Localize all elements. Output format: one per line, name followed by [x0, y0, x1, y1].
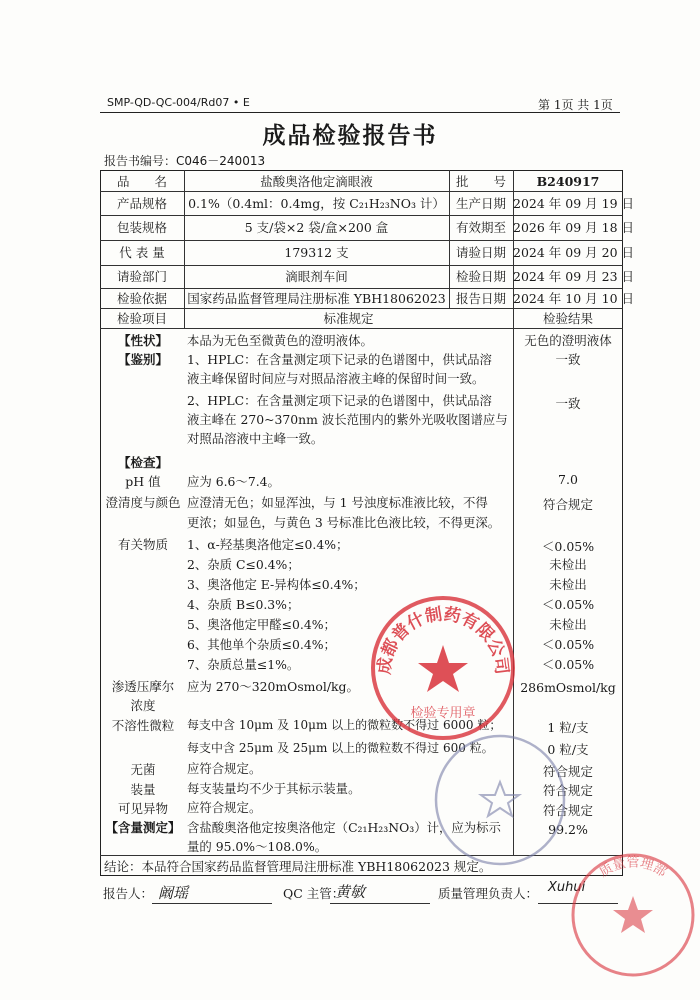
column-header-result: 检验结果 — [542, 311, 593, 326]
osmolality-standard: 应为 270～320mOsmol/kg。 — [187, 679, 359, 694]
report-date-label: 报告日期 — [455, 291, 506, 306]
spec-label: 产品规格 — [116, 196, 167, 211]
row-divider — [100, 240, 623, 241]
identification-result-1: 一致 — [555, 352, 581, 367]
clarity-standard: 应澄清无色；如显浑浊，与 1 号浊度标准液比较，不得 — [187, 495, 488, 510]
related-item-res: 未检出 — [549, 557, 587, 572]
product-name-label: 品 名 — [116, 174, 167, 189]
column-header-item: 检验项目 — [116, 311, 167, 326]
identification-standard-2-line3: 对照品溶液中主峰一致。 — [187, 431, 324, 446]
clarity-standard-line2: 更浓；如显色，与黄色 3 号标准比色液比较，不得更深。 — [187, 515, 501, 530]
page-info: 第 1页 共 1页 — [538, 98, 613, 112]
related-item-req: 7、杂质总量≤1%。 — [187, 657, 300, 672]
appearance-result: 无色的澄明液体 — [524, 333, 612, 348]
related-item-res: ＜0.05% — [541, 637, 595, 652]
related-item-res: 未检出 — [549, 577, 587, 592]
identification-standard-2-line2: 液主峰在 270~370nm 波长范围内的紫外光吸收图谱应与 — [187, 412, 508, 427]
fill-volume-result: 符合规定 — [542, 783, 593, 798]
production-date: 2024 年 09 月 19 日 — [513, 196, 634, 211]
appearance-label: 【性状】 — [117, 333, 168, 348]
related-item-req: 2、杂质 C≤0.4%； — [187, 557, 300, 572]
particles-standard-2: 每支中含 25μm 及 25μm 以上的微粒数不得过 600 粒。 — [187, 741, 494, 755]
related-item-req: 5、奥洛他定甲醛≤0.4%； — [187, 617, 336, 632]
qa-sign-line — [538, 903, 618, 904]
sterility-result: 符合规定 — [542, 764, 593, 779]
row-divider — [100, 191, 623, 192]
department: 滴眼剂车间 — [285, 269, 348, 284]
batch-label: 批 号 — [455, 174, 506, 189]
particles-result-1: 1 粒/支 — [547, 720, 589, 735]
production-date-label: 生产日期 — [455, 196, 506, 211]
quantity: 179312 支 — [284, 245, 349, 260]
related-item-res: ＜0.05% — [541, 597, 595, 612]
qa-seal-text: 质量管理部 — [596, 855, 670, 881]
product-spec: 0.1%（0.4ml：0.4mg，按 C₂₁H₂₃NO₃ 计） — [188, 196, 445, 211]
related-item-req: 3、奥洛他定 E-异构体≤0.4%； — [187, 577, 366, 592]
ph-result: 7.0 — [558, 472, 578, 487]
document-code: SMP-QD-QC-004/Rd07 • E — [107, 96, 250, 109]
particles-label: 不溶性微粒 — [111, 718, 175, 733]
related-item-req: 1、α-羟基奥洛他定≤0.4%； — [187, 537, 349, 552]
test-date-label: 检验日期 — [455, 269, 506, 284]
visible-particles-label: 可见异物 — [117, 801, 168, 816]
report-date: 2024 年 10 月 10 日 — [513, 291, 634, 306]
identification-standard-1-line2: 液主峰保留时间应与对照品溶液主峰的保留时间一致。 — [187, 371, 485, 386]
qa-manager-label: 质量管理负责人： — [438, 886, 539, 901]
related-item-res: ＜0.05% — [541, 539, 595, 554]
clarity-label: 澄清度与颜色 — [105, 495, 181, 510]
related-item-res: ＜0.05% — [541, 657, 595, 672]
conclusion: 结论：本品符合国家药品监督管理局注册标准 YBH18062023 规定。 — [104, 859, 492, 874]
fill-volume-standard: 每支装量均不少于其标示装量。 — [187, 781, 361, 796]
fill-volume-label: 装量 — [130, 782, 156, 797]
expiry-date: 2026 年 09 月 18 日 — [513, 220, 634, 235]
clarity-result: 符合规定 — [542, 497, 593, 512]
request-date-label: 请验日期 — [455, 245, 506, 260]
test-basis: 国家药品监督管理局注册标准 YBH18062023 — [187, 291, 446, 306]
test-date: 2024 年 09 月 23 日 — [513, 269, 634, 284]
particles-standard-1: 每支中含 10μm 及 10μm 以上的微粒数不得过 6000 粒； — [187, 718, 502, 732]
assay-label: 【含量测定】 — [105, 820, 181, 835]
header-rule — [100, 112, 620, 113]
related-substances-label: 有关物质 — [117, 537, 168, 552]
visible-particles-standard: 应符合规定。 — [187, 800, 262, 815]
batch-number: B240917 — [536, 174, 600, 189]
row-divider — [100, 215, 623, 216]
identification-result-2: 一致 — [555, 396, 581, 411]
qa-manager-signature: Xuhui — [548, 880, 586, 895]
osmolality-label: 渗透压摩尔 — [111, 679, 175, 694]
identification-standard-1: 1、HPLC：在含量测定项下记录的色谱图中，供试品溶 — [187, 352, 492, 367]
request-date: 2024 年 09 月 20 日 — [513, 245, 634, 260]
report-number: 报告书编号：C046－240013 — [104, 154, 266, 168]
pack-spec: 5 支/袋×2 袋/盒×200 盒 — [244, 220, 389, 235]
page-title: 成品检验报告书 — [262, 122, 438, 149]
sterility-label: 无菌 — [130, 762, 156, 777]
qc-supervisor-signature: 黄敏 — [335, 883, 366, 901]
row-divider — [100, 328, 623, 329]
assay-standard: 含盐酸奥洛他定按奥洛他定（C₂₁H₂₃NO₃）计，应为标示 — [187, 820, 501, 835]
pack-label: 包装规格 — [116, 220, 167, 235]
qc-supervisor-label: QC 主管： — [283, 886, 345, 901]
ph-label: pH 值 — [125, 474, 161, 489]
quantity-label: 代 表 量 — [119, 245, 165, 260]
department-label: 请验部门 — [116, 269, 167, 284]
product-name: 盐酸奥洛他定滴眼液 — [260, 174, 373, 189]
osmolality-result: 286mOsmol/kg — [520, 680, 616, 695]
related-item-req: 6、其他单个杂质≤0.4%； — [187, 637, 336, 652]
related-item-req: 4、杂质 B≤0.3%； — [187, 597, 300, 612]
appearance-standard: 本品为无色至微黄色的澄明液体。 — [187, 333, 373, 348]
row-divider — [100, 265, 623, 266]
related-item-res: 未检出 — [549, 617, 587, 632]
assay-standard-line2: 量的 95.0%～108.0%。 — [187, 839, 328, 854]
identification-label: 【鉴别】 — [117, 352, 168, 367]
reporter-signature: 阚瑶 — [158, 884, 189, 902]
company-seal-text: 成都普什制药有限公司 — [374, 604, 512, 676]
company-seal-inner-text: 检验专用章 — [410, 706, 476, 721]
ph-standard: 应为 6.6～7.4。 — [187, 474, 280, 489]
assay-result: 99.2% — [548, 822, 588, 837]
inspection-label: 【检查】 — [117, 455, 168, 470]
qc-sign-line — [330, 903, 430, 904]
basis-label: 检验依据 — [116, 291, 167, 306]
visible-particles-result: 符合规定 — [542, 803, 593, 818]
identification-standard-2: 2、HPLC：在含量测定项下记录的色谱图中，供试品溶 — [187, 393, 492, 408]
reporter-sign-line — [152, 903, 272, 904]
sterility-standard: 应符合规定。 — [187, 761, 262, 776]
osmolality-label-line2: 浓度 — [130, 698, 156, 713]
reporter-label: 报告人： — [103, 886, 154, 901]
expiry-label: 有效期至 — [455, 220, 506, 235]
column-header-standard: 标准规定 — [323, 311, 374, 326]
particles-result-2: 0 粒/支 — [547, 742, 589, 757]
